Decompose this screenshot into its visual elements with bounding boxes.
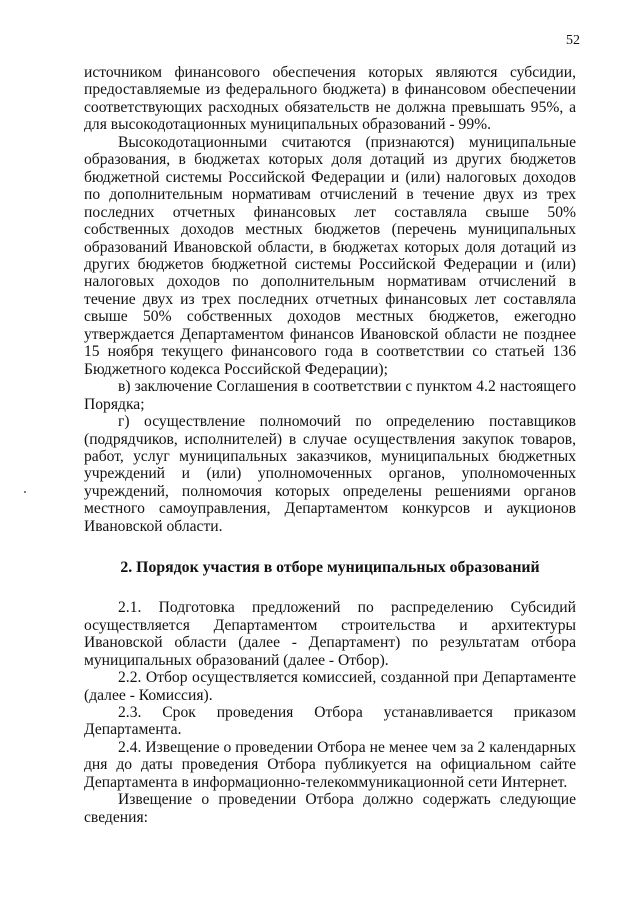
paragraph-item-g: г) осуществление полномочий по определению поставщиков (подрядчиков, исполнителей) в случае осуществления закупок товаров, работ, услуг муниципальных заказчиков, муниципальных бюджетных учреждений и (или) уполномоченных органов, уполномоченных учреждений, полномочия которых определены решениями органов местного самоуправления, Департаментом конкурсов и аукционов Ивановской области. [84,413,576,535]
document-body [84,64,576,826]
paragraph-high-subsidy-definition: Высокодотационными считаются (признаются) муниципальные образования, в бюджетах которых доля дотаций из других бюджетов бюджетной системы Российской Федерации и (или) налоговых доходов по дополнительным нормативам отчислений в течение двух из трех последних отчетных финансовых лет составляла свыше 50% собственных доходов местных бюджетов (перечень муниципальных образований Ивановской области, в бюджетах которых доля дотаций из других бюджетов бюджетной системы Российской Федерации и (или) налоговых доходов по дополнительным нормативам отчислений в течение двух из трех последних отчетных финансовых лет составляла свыше 50% собственных доходов местных бюджетов, ежегодно утверждается Департаментом финансов Ивановской области не позднее 15 ноября текущего финансового года в соответствии со статьей 136 Бюджетного кодекса Российской Федерации); [84,133,576,378]
paragraph-item-v: в) заключение Соглашения в соответствии с пунктом 4.2 настоящего Порядка; [84,378,576,413]
page-number: 52 [566,33,580,48]
scan-speck [24,491,26,493]
paragraph-continuation: источником финансового обеспечения которых являются субсидии, предоставляемые из федерального бюджета) в финансовом обеспечении соответствующих расходных обязательств не должна превышать 95%, а для высокодотационных муниципальных образований - 99%. [84,64,576,134]
section-heading: 2. Порядок участия в отборе муниципальных образований [120,559,540,577]
paragraph-2-1: 2.1. Подготовка предложений по распределению Субсидий осуществляется Департаментом строительства и архитектуры Ивановской области (далее - Департамент) по результатам отбора муниципальных образований (далее - Отбор). [84,599,576,669]
paragraph-2-4: 2.4. Извещение о проведении Отбора не менее чем за 2 календарных дня до даты проведения Отбора публикуется на официальном сайте Департамента в информационно-телекоммуникационной сети Интернет. [84,738,576,791]
paragraph-2-3: 2.3. Срок проведения Отбора устанавливается приказом Департамента. [84,703,576,739]
paragraph-notice-contents: Извещение о проведении Отбора должно содержать следующие сведения: [84,791,576,826]
paragraph-2-2: 2.2. Отбор осуществляется комиссией, созданной при Департаменте (далее - Комиссия). [84,669,576,704]
